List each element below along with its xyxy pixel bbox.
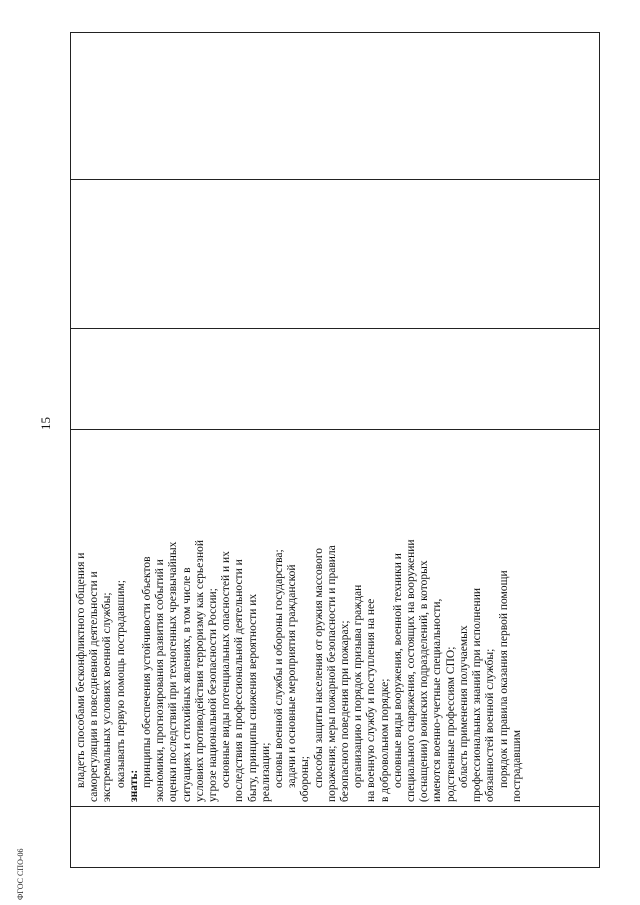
text-line: способы защиты населения от оружия массового (312, 547, 325, 788)
footer-text: ФГОС СПО-06 (16, 848, 25, 900)
text-line: экономики, прогнозирования развития событий и (154, 559, 167, 802)
table-row (71, 33, 600, 868)
text-line: ситуациях и стихийных явлениях, в том числе в (180, 567, 193, 802)
text-line: основные виды потенциальных опасностей и их (220, 551, 233, 788)
text-line: организацию и порядок призыва граждан (352, 584, 365, 788)
table-cell-requirements (71, 430, 600, 807)
text-line: область применения получаемых (457, 625, 470, 788)
text-line: родственные профессиям СПО; (444, 646, 457, 802)
text-line: принципы обеспечения устойчивости объектов (141, 556, 154, 788)
text-line: основы военной службы и обороны государства; (273, 549, 286, 788)
text-line: условиях противодействия терроризму как серьезной (193, 539, 206, 802)
standards-table (70, 32, 600, 868)
text-line: основные виды вооружения, военной техники и (391, 553, 404, 788)
text-line: безопасного поведения при пожарах; (339, 620, 352, 802)
rotated-sheet (38, 38, 600, 868)
text-line: пострадавшим (510, 730, 523, 802)
text-line: реализации; (259, 742, 272, 802)
text-line: саморегуляции в повседневной деятельности и (88, 571, 101, 802)
text-line: угрозе национальной безопасности России; (207, 588, 220, 802)
footer-code (16, 848, 30, 900)
rotated-content (38, 38, 600, 868)
text-line: последствия в профессиональной деятельности и (233, 559, 246, 802)
text-line: обороны; (299, 756, 312, 802)
text-line: порядок и правила оказания первой помощи (497, 570, 510, 788)
text-line: оказывать первую помощь пострадавшим; (114, 580, 127, 788)
page-number: 15 (38, 417, 53, 430)
text-line: имеются военно-учетные специальности, (431, 598, 444, 802)
text-line: в добровольном порядке; (378, 678, 391, 802)
text-line: поражения; меры пожарной безопасности и правила (325, 545, 338, 802)
text-line: знать: (127, 769, 140, 802)
table-cell-empty-4 (71, 33, 600, 180)
text-line: специального снаряжения, состоящих на вооружении (405, 539, 418, 802)
table-cell-empty-3 (71, 180, 600, 329)
requirements-text (71, 430, 524, 806)
text-line: на военную службу и поступления на нее (365, 598, 378, 802)
text-line: экстремальных условиях военной службы; (101, 592, 114, 802)
table-cell-empty-1 (71, 807, 600, 868)
text-line: оценки последствий при техногенных чрезвычайных (167, 541, 180, 802)
text-line: задачи и основные мероприятия гражданской (286, 564, 299, 788)
table-cell-empty-2 (71, 329, 600, 430)
text-line: быту, принципы снижения вероятности их (246, 593, 259, 802)
text-line: (оснащении) воинских подразделений, в которых (418, 560, 431, 802)
text-line: профессиональных знаний при исполнении (471, 587, 484, 802)
text-line: обязанностей военной службы; (484, 648, 497, 802)
text-line: владеть способами бесконфликтного общения и (75, 552, 87, 788)
